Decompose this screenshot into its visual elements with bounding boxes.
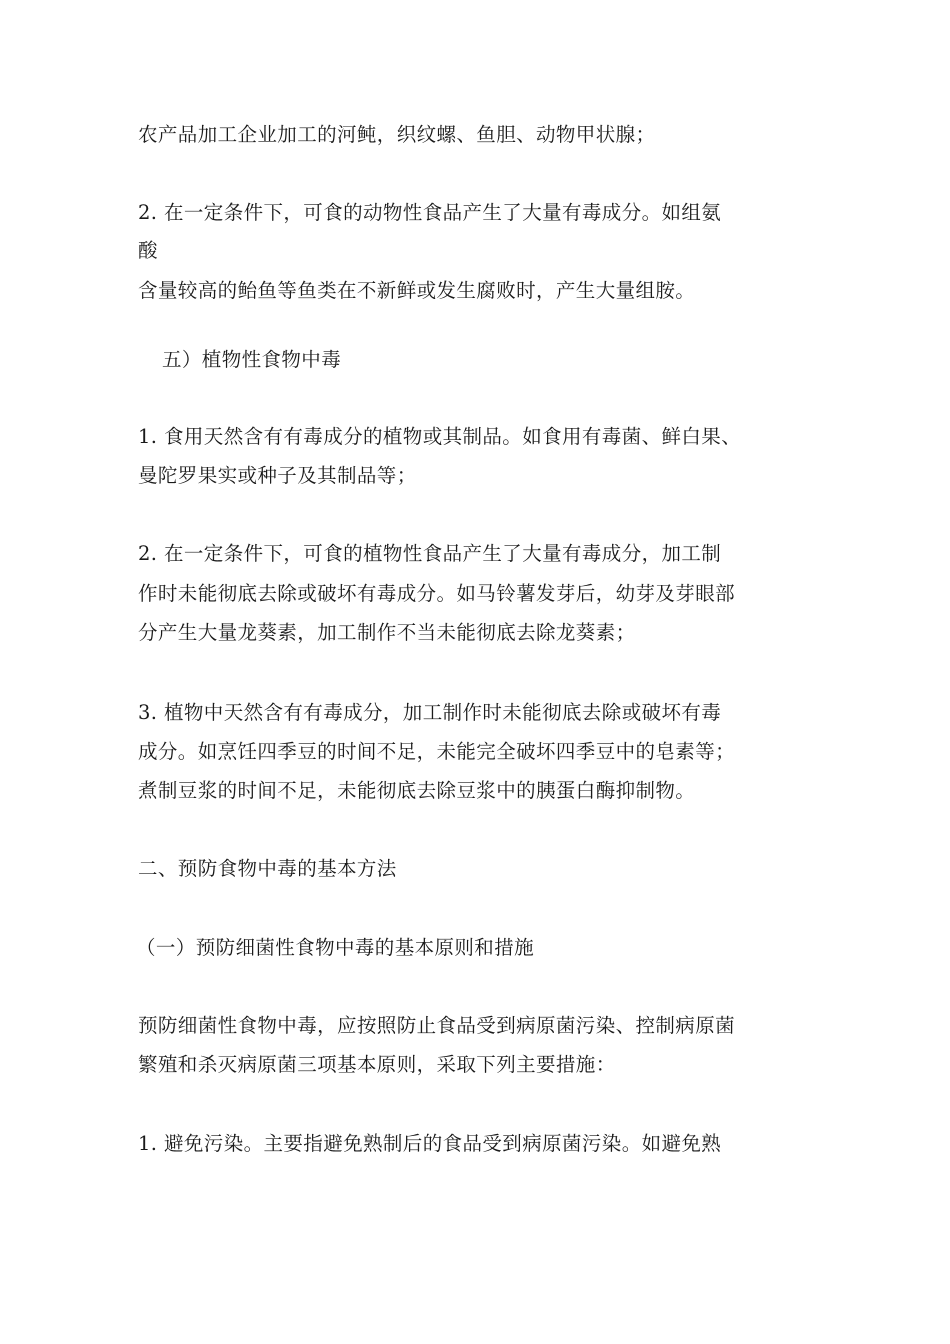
list-item-1-line-1: 1. 避免污染。主要指避免熟制后的食品受到病原菌污染。如避免熟 — [138, 1132, 722, 1155]
list-item-2-line-1: 2. 在一定条件下，可食的植物性食品产生了大量有毒成分，加工制 — [138, 542, 722, 565]
subsection-heading-bacterial: （一）预防细菌性食物中毒的基本原则和措施 — [136, 936, 535, 959]
list-item-2-line-2: 作时未能彻底去除或破坏有毒成分。如马铃薯发芽后，幼芽及芽眼部 — [138, 582, 736, 605]
paragraph-line-2: 繁殖和杀灭病原菌三项基本原则，采取下列主要措施： — [138, 1053, 616, 1076]
list-item-2-line-1: 2. 在一定条件下，可食的动物性食品产生了大量有毒成分。如组氨 — [138, 201, 722, 224]
section-heading-prevention-methods: 二、预防食物中毒的基本方法 — [138, 857, 397, 880]
section-heading-plant-poisoning: 五）植物性食物中毒 — [162, 348, 342, 371]
list-item-2-line-3: 分产生大量龙葵素，加工制作不当未能彻底去除龙葵素； — [138, 621, 636, 644]
text-line: 农产品加工企业加工的河鲀，织纹螺、鱼胆、动物甲状腺； — [138, 123, 656, 146]
list-item-3-line-1: 3. 植物中天然含有有毒成分，加工制作时未能彻底去除或破坏有毒 — [138, 701, 722, 724]
list-item-2-line-3: 含量较高的鲐鱼等鱼类在不新鲜或发生腐败时，产生大量组胺。 — [138, 279, 696, 302]
paragraph-line-1: 预防细菌性食物中毒，应按照防止食品受到病原菌污染、控制病原菌 — [138, 1014, 736, 1037]
list-item-3-line-3: 煮制豆浆的时间不足，未能彻底去除豆浆中的胰蛋白酶抑制物。 — [138, 779, 696, 802]
list-item-1-line-2: 曼陀罗果实或种子及其制品等； — [138, 464, 417, 487]
list-item-1-line-1: 1. 食用天然含有有毒成分的植物或其制品。如食用有毒菌、鲜白果、 — [138, 425, 742, 448]
list-item-2-line-2: 酸 — [138, 239, 158, 262]
list-item-3-line-2: 成分。如烹饪四季豆的时间不足，未能完全破坏四季豆中的皂素等； — [138, 740, 736, 763]
